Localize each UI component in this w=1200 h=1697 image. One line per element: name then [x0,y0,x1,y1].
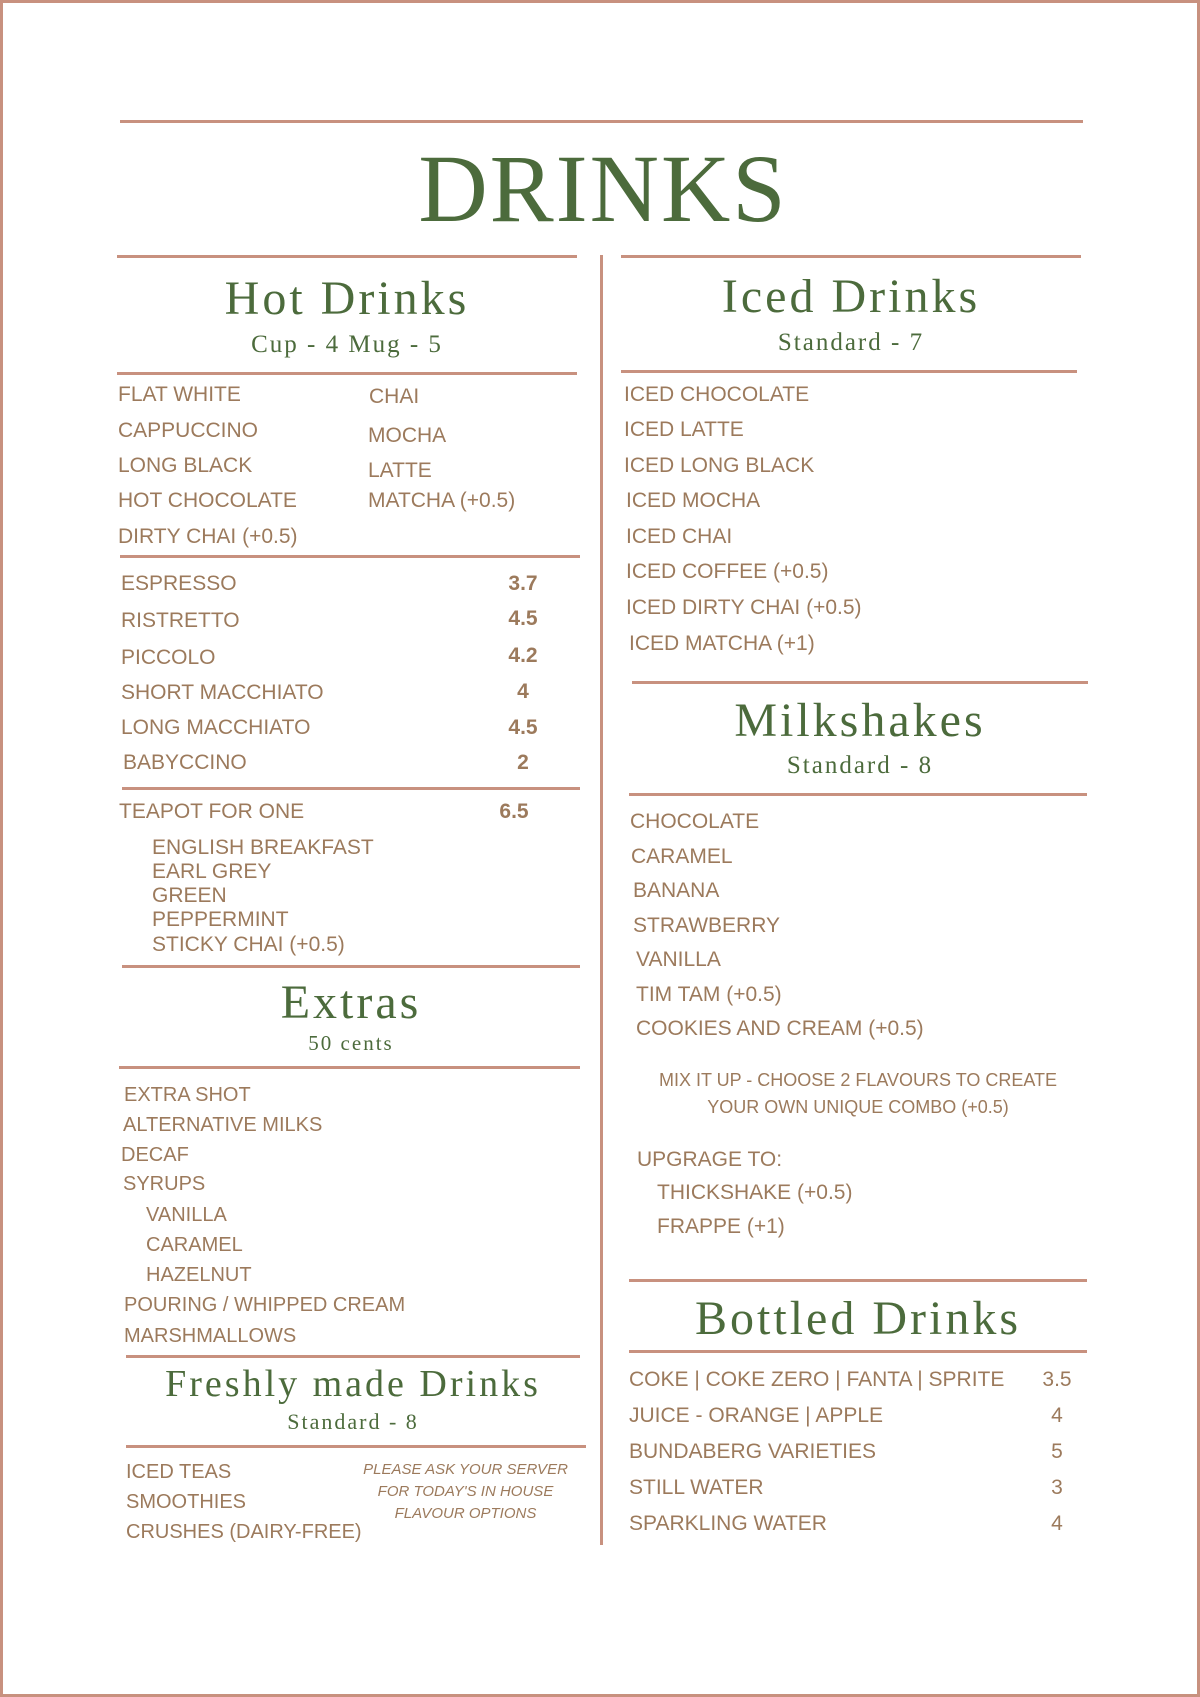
iced-drink-item: ICED DIRTY CHAI (+0.5) [626,596,862,619]
hot-drink-item: HOT CHOCOLATE [118,489,297,512]
iced-drinks-heading: Iced Drinks [721,270,981,323]
hot-drink-item: MATCHA (+0.5) [368,489,516,512]
hot-drink-item: CAPPUCCINO [118,419,259,442]
milkshake-item: VANILLA [636,948,721,971]
iced-drink-item: ICED LATTE [624,418,744,441]
bottled-top-rule [629,1279,1087,1282]
fresh-item: ICED TEAS [126,1461,232,1483]
coffee-item-price: 4 [517,680,529,703]
milkshake-item: BANANA [633,879,720,902]
coffee-item-name: BABYCCINO [123,751,247,774]
extras-heading: Extras [280,976,422,1029]
bottled-item-name: COKE | COKE ZERO | FANTA | SPRITE [629,1368,1005,1391]
tea-variety: ENGLISH BREAKFAST [152,836,374,859]
milkshake-item: STRAWBERRY [633,914,781,937]
coffee-item-price: 4.2 [508,644,538,667]
bottled-drinks-heading: Bottled Drinks [695,1292,1021,1345]
iced-drink-item: ICED LONG BLACK [624,454,815,477]
extras-top-rule [122,965,580,968]
bottled-item-price: 4 [1051,1512,1063,1535]
page-title: DRINKS [418,135,788,242]
title-top-rule [120,120,1083,123]
bottled-item-price: 5 [1051,1440,1063,1463]
iced-drink-item: ICED COFFEE (+0.5) [626,560,829,583]
milkshake-item: CARAMEL [631,845,733,868]
coffee-item-name: RISTRETTO [121,609,240,632]
iced-drinks-rule [621,370,1077,373]
extras-price-line: 50 cents [308,1031,394,1055]
syrup-item: CARAMEL [146,1234,243,1256]
iced-drink-item: ICED MOCHA [626,489,761,512]
title-bottom-rule-left [117,255,577,258]
coffee-item-name: LONG MACCHIATO [121,716,311,739]
mix-it-up-line-2: YOUR OWN UNIQUE COMBO (+0.5) [707,1097,1009,1117]
bottled-item-price: 4 [1051,1404,1063,1427]
mix-it-up-line-1: MIX IT UP - CHOOSE 2 FLAVOURS TO CREATE [658,1070,1058,1090]
bottled-item-price: 3.5 [1042,1368,1072,1391]
syrup-item: VANILLA [146,1204,227,1226]
hot-drinks-rule [117,372,577,375]
teapot-rule [122,787,580,790]
extra-item: POURING / WHIPPED CREAM [124,1294,406,1316]
fresh-item: SMOOTHIES [126,1491,247,1513]
iced-drink-item: ICED MATCHA (+1) [629,632,815,655]
iced-drink-item: ICED CHOCOLATE [624,383,810,406]
freshly-made-top-rule [126,1355,580,1358]
milkshakes-rule [629,793,1087,796]
flavour-note: PLEASE ASK YOUR SERVER FOR TODAY'S IN HOUSE FLAVOUR OPTIONS [363,1461,568,1522]
tea-variety: EARL GREY [152,860,272,883]
hot-drink-item: FLAT WHITE [118,383,241,406]
bottled-rule [629,1350,1087,1353]
teapot-name: TEAPOT FOR ONE [119,800,305,823]
milkshake-item: TIM TAM (+0.5) [636,983,782,1006]
fresh-item: CRUSHES (DAIRY-FREE) [126,1521,362,1543]
freshly-made-heading: Freshly made Drinks [165,1363,541,1405]
extra-item: EXTRA SHOT [124,1084,251,1106]
milkshake-item: CHOCOLATE [630,810,760,833]
bottled-item-name: SPARKLING WATER [629,1512,827,1535]
milkshakes-top-rule [632,681,1088,684]
bottled-item-name: JUICE - ORANGE | APPLE [629,1404,884,1427]
coffee-item-name: PICCOLO [121,646,216,669]
tea-variety: GREEN [152,884,227,907]
iced-drinks-price-line: Standard - 7 [777,329,925,356]
hot-drink-item: LATTE [368,459,432,482]
hot-drink-item: CHAI [369,385,420,408]
coffee-item-price: 4.5 [508,607,538,630]
title-bottom-rule-right [621,255,1081,258]
milkshakes-heading: Milkshakes [734,694,986,747]
bottled-item-price: 3 [1051,1476,1063,1499]
extras-rule [119,1066,580,1069]
column-divider [600,255,603,1545]
upgrade-item: FRAPPE (+1) [657,1215,785,1238]
tea-variety: STICKY CHAI (+0.5) [152,933,345,956]
bottled-item-name: BUNDABERG VARIETIES [629,1440,876,1463]
extra-item: SYRUPS [123,1173,206,1195]
tea-variety: PEPPERMINT [152,908,289,931]
coffee-item-price: 3.7 [508,572,538,595]
coffee-item-price: 4.5 [508,716,538,739]
hot-drink-item: DIRTY CHAI (+0.5) [118,525,298,548]
freshly-made-rule [126,1445,586,1448]
upgrade-item: THICKSHAKE (+0.5) [657,1181,853,1204]
freshly-made-price-line: Standard - 8 [287,1409,419,1434]
coffee-item-name: ESPRESSO [121,572,237,595]
coffee-item-price: 2 [517,751,529,774]
hot-drink-item: MOCHA [368,424,447,447]
hot-drinks-price-line: Cup - 4 Mug - 5 [251,331,443,358]
extra-item: MARSHMALLOWS [124,1325,297,1347]
bottled-item-name: STILL WATER [629,1476,764,1499]
extra-item: ALTERNATIVE MILKS [123,1114,323,1136]
hot-drinks-heading: Hot Drinks [224,272,470,325]
milkshakes-price-line: Standard - 8 [786,752,934,779]
coffee-item-name: SHORT MACCHIATO [121,681,324,704]
extra-item: DECAF [121,1144,189,1166]
hot-drink-item: LONG BLACK [118,454,253,477]
iced-drink-item: ICED CHAI [626,525,733,548]
teapot-price: 6.5 [499,800,529,823]
espresso-rule [120,555,580,558]
syrup-item: HAZELNUT [146,1264,252,1286]
milkshake-item: COOKIES AND CREAM (+0.5) [636,1017,924,1040]
upgrade-label: UPGRAGE TO: [637,1148,783,1171]
